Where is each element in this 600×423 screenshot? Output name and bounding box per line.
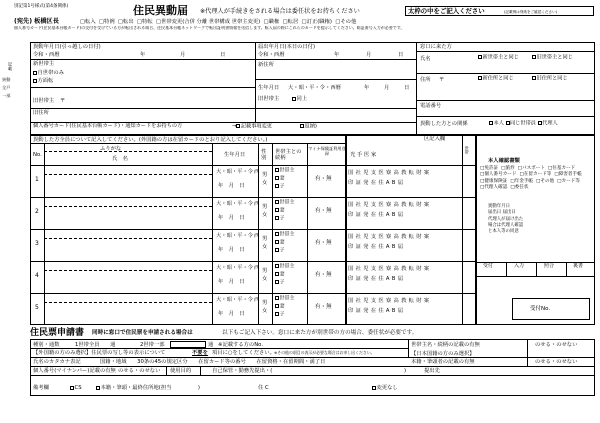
checkbox-other[interactable]: 方面転 <box>33 78 53 84</box>
remarks-flags: 国 社 児 支 医 寮 高 教 転 財 案 <box>348 170 430 176</box>
verify-item[interactable]: □年金手帳 <box>510 178 534 184</box>
sub-label: 異動年月日 <box>488 204 510 209</box>
remarks-flags-2: 印 証 発 在 住 A B 届 <box>348 180 404 186</box>
remarks-vert: 世帯 <box>464 146 470 154</box>
relation-head[interactable]: 世帯主 <box>275 232 295 238</box>
name-field[interactable] <box>46 272 210 290</box>
head-option[interactable]: のせる・のせない <box>535 342 578 348</box>
type-note: ※記載する方のNo. <box>218 342 264 348</box>
day-unit: 日 <box>404 85 410 91</box>
sub-label: 場合は代理人確認 <box>488 222 524 228</box>
type-item[interactable]: □職権 <box>263 19 280 25</box>
birth-era[interactable]: 大・昭・平・令 <box>216 233 254 239</box>
sex-female[interactable]: 女 <box>262 308 268 314</box>
foreign-note-4: ※その他の項目の表示が必要な場合はお申し出ください。 <box>274 349 375 355</box>
sex-male[interactable]: 男 <box>262 268 268 274</box>
kana-field[interactable] <box>46 295 210 301</box>
remarks-flags-2: 印 証 発 在 住 A B 届 <box>348 276 404 282</box>
notify-date-label: 届出年月日(本日の日付) <box>258 44 316 50</box>
applicant-same-old[interactable]: 旧世帯主と同じ <box>532 55 573 61</box>
birth-era[interactable]: 大・昭・平・令 <box>216 201 254 207</box>
verify-item[interactable]: □その他 <box>536 178 555 184</box>
applicant-same-old-addr[interactable]: 旧住所と同じ <box>532 76 568 82</box>
foreign-note: 【外国籍の方のみ選択】住民票の写し等の表示について <box>33 350 166 356</box>
relation-wife[interactable]: 妻 <box>275 304 285 310</box>
honseki-label: 本籍・筆頭者の記載の有無 <box>411 359 475 365</box>
apply-subtitle: 同時に窓口で住民票を申請される場合は <box>92 330 193 336</box>
relation-head[interactable]: 世帯主 <box>275 296 295 302</box>
right-panel-title: 区記入欄 <box>424 136 446 142</box>
birth-west: 西 <box>254 169 260 175</box>
sub-label: 届出日 届出日 <box>488 210 516 216</box>
birth-era[interactable]: 大・昭・平・令 <box>216 297 254 303</box>
relation-label: 異動した方との関係 <box>420 121 468 127</box>
old-head-label-2: 旧世帯主 <box>258 96 280 102</box>
sub-label: と本人等の同意 <box>488 229 519 235</box>
verify-list <box>480 166 592 192</box>
col-relation: 世帯主との続柄 <box>275 149 302 161</box>
day-unit: 日 <box>220 52 226 58</box>
mynumber-yes-no[interactable]: 有・無 <box>315 304 332 310</box>
relation-child[interactable]: 子 <box>275 312 285 318</box>
year-unit: 年 <box>334 52 340 58</box>
col-name: 氏 名 <box>112 156 128 162</box>
type-1[interactable]: 1世帯全員 通 <box>75 342 116 348</box>
label-received: 受付 <box>483 263 494 269</box>
type-item[interactable]: □その他 <box>335 19 357 25</box>
mynumber-yes-no[interactable]: 有・無 <box>315 240 332 246</box>
verify-title: 本人確認書類 <box>488 158 520 164</box>
notify-date-era[interactable]: 令和・西暦 <box>258 52 285 58</box>
col-no: No. <box>33 152 42 158</box>
checkbox-own[interactable]: 自世帯のみ <box>33 70 64 76</box>
birth-ymd[interactable]: 年 月 日 <box>218 247 245 253</box>
postal-mark: 〒 <box>60 98 66 104</box>
birth-ymd[interactable]: 年 月 日 <box>218 215 245 221</box>
remarks-flags: 国 社 児 支 医 寮 高 教 転 財 案 <box>348 266 430 272</box>
apply-subtitle-2: 以下もご記入下さい。窓口に来た方が別世帯の方の場合、委任状が必要です。 <box>222 330 418 336</box>
old-head-label: 旧世帯主 <box>33 98 55 104</box>
same-checkbox[interactable]: 同上 <box>292 96 307 102</box>
type-item[interactable]: □特転 <box>137 19 153 25</box>
sex-male[interactable]: 男 <box>262 236 268 242</box>
type-item[interactable]: □転居 <box>282 19 299 25</box>
type-item[interactable]: □訂正(職権) <box>301 19 332 25</box>
change-none-checkbox[interactable]: 変更なし <box>372 385 398 391</box>
applicant-same-new[interactable]: 新世帯主と同じ <box>478 55 519 61</box>
left-margin-1: 記載 <box>8 62 13 71</box>
purpose-label: 使用目的 <box>170 368 192 374</box>
head-label: 世帯主名・続柄の記載の有無 <box>411 342 480 348</box>
japan-label: 【日本国籍の方のみ選択】 <box>411 351 475 357</box>
birth-era[interactable]: 大・昭・平・令・西暦 <box>288 85 341 91</box>
month-unit: 月 <box>384 85 390 91</box>
left-margin-4: 一部 <box>2 93 11 98</box>
new-head-label: 新世帯主 <box>33 61 55 67</box>
foreign-note-3: 項目に○をしてください。 <box>212 350 275 356</box>
verify-item[interactable]: □個人番号カード <box>480 172 517 178</box>
type-item[interactable]: □世帯変更(合併 分離 世帯構成 世帯主変更) <box>156 19 261 25</box>
label-verify: 照合 <box>544 263 555 269</box>
sex-female[interactable]: 女 <box>262 276 268 282</box>
mynumber-yes-no[interactable]: 有・無 <box>315 272 332 278</box>
relation-wife[interactable]: 妻 <box>275 208 285 214</box>
verify-item[interactable]: □パスポート <box>517 166 545 171</box>
sex-female[interactable]: 女 <box>262 180 268 186</box>
verify-item[interactable]: □委任状 <box>510 185 529 191</box>
applicant-same-new-addr[interactable]: 新住所と同じ <box>478 76 514 82</box>
relation-wife[interactable]: 妻 <box>275 176 285 182</box>
birth-west: 西 <box>254 201 260 207</box>
birth-ymd[interactable]: 年 月 日 <box>218 311 245 317</box>
type-2[interactable]: 2世帯一部 <box>140 342 165 348</box>
month-unit: 月 <box>180 52 186 58</box>
sub-labels <box>488 204 588 235</box>
name-field[interactable] <box>46 304 210 322</box>
foreign-name[interactable]: 氏名のカタカナ表記 <box>33 359 81 365</box>
relation-head[interactable]: 世帯主 <box>275 168 295 174</box>
honseki-option[interactable]: のせる・のせない <box>535 359 578 365</box>
verify-item[interactable]: □在留カード等 <box>519 172 552 178</box>
mynumber-yes-no[interactable]: 有・無 <box>315 176 332 182</box>
applicant-title: 窓口に来た方 <box>420 44 452 50</box>
kana-field[interactable] <box>46 167 210 173</box>
sex-male[interactable]: 男 <box>262 204 268 210</box>
label-endorse: 裏書 <box>573 263 584 269</box>
type-item[interactable]: □特例 <box>99 19 115 25</box>
relation-child[interactable]: 子 <box>275 280 285 286</box>
relation-head[interactable]: 世帯主 <box>275 264 295 270</box>
type-label: 種別・通数 <box>33 342 60 348</box>
kana-field[interactable] <box>46 199 210 205</box>
birth-ymd[interactable]: 年 月 日 <box>218 279 245 285</box>
foreign-items[interactable]: 国籍・地域 30条の45の規定区分 在留カード等の番号 在留資格・在留期間・満了日 <box>100 359 326 365</box>
birth-ymd[interactable]: 年 月 日 <box>218 183 245 189</box>
relation-child[interactable]: 子 <box>275 184 285 190</box>
applicant-address-label: 住所 <box>420 77 431 83</box>
kana-field[interactable] <box>46 263 210 269</box>
proxy-note: ※代理人が手続きをされる場合は委任状をお持ちください <box>200 8 360 15</box>
mynumber-option-2[interactable]: 返納) <box>300 124 317 130</box>
postal-mark: 〒 <box>439 77 445 83</box>
mynumber-option-1[interactable]: → 記載事項変更 <box>232 123 272 130</box>
move-date-era[interactable]: 令和・西暦 <box>33 52 60 58</box>
mynumber-label: 個人番号(マイナンバー)記載の有無 <box>33 368 116 374</box>
type-2-tail: 通 <box>208 342 214 348</box>
addressee: (宛先) 板橋区長 <box>14 18 59 25</box>
name-field[interactable] <box>46 240 210 258</box>
sex-male[interactable]: 男 <box>262 172 268 178</box>
name-field[interactable] <box>46 176 210 194</box>
verify-item[interactable]: □代理人確認 <box>480 185 508 191</box>
col-birth: 生年月日 <box>224 152 246 158</box>
address-c: 住 C <box>258 385 269 391</box>
remarks-label: 備考欄 <box>33 385 49 391</box>
row-number: 5 <box>35 304 39 311</box>
row-number: 4 <box>35 272 39 279</box>
row-number: 3 <box>35 240 39 247</box>
relation-child[interactable]: 子 <box>275 216 285 222</box>
remarks-header: 光 手 医 家 <box>350 152 377 158</box>
sub-label: 代理人が届け出た <box>488 216 524 222</box>
move-types <box>80 19 356 25</box>
remarks-flags-2: 印 証 発 在 住 A B 届 <box>348 244 404 250</box>
remarks-flags: 国 社 児 支 医 寮 高 教 転 財 案 <box>348 298 430 304</box>
birth-west: 西 <box>254 297 260 303</box>
honseki2-checkbox[interactable]: 本籍・筆頭・最終住所地(担当 ) <box>96 385 200 391</box>
sex-female[interactable]: 女 <box>262 212 268 218</box>
relation-wife[interactable]: 妻 <box>275 272 285 278</box>
move-date-label: 異動年月日(引っ越しの日付) <box>33 44 101 50</box>
verify-item[interactable]: □旅券 <box>501 166 515 171</box>
receipt-box <box>512 298 590 320</box>
applicant-name-label: 氏名 <box>420 56 431 62</box>
purpose-options[interactable]: 自己保管・勤務先提出・( <box>212 368 273 374</box>
remarks-flags-2: 印 証 発 在 住 A B 届 <box>348 212 404 218</box>
old-address-label: 旧住所 <box>33 110 49 116</box>
relation-child[interactable]: 子 <box>275 248 285 254</box>
sex-female[interactable]: 女 <box>262 244 268 250</box>
kana-field[interactable] <box>46 231 210 237</box>
notice-box <box>405 6 594 16</box>
cs-checkbox[interactable]: CS <box>70 385 82 391</box>
year-unit: 年 <box>140 52 146 58</box>
type-2-box[interactable] <box>170 341 206 348</box>
col-sex: 性別 <box>261 149 267 161</box>
verify-item[interactable]: □免許証 <box>480 166 499 171</box>
remarks-flags-2: 印 証 発 在 住 A B 届 <box>348 308 404 314</box>
page-title: 住民異動届 <box>133 4 188 17</box>
phone-label: 電話番号 <box>420 103 442 109</box>
apply-title: 住民票申請書 <box>30 328 85 338</box>
day-unit: 日 <box>398 52 404 58</box>
new-birth-label: 生年月日 <box>258 85 280 91</box>
mynumber-option[interactable]: のせる・のせない <box>118 368 161 374</box>
table-intro: 異動した方全員について記入してください。(外国籍の方は在留カードのとおり記入してください。) <box>33 137 268 143</box>
verify-item[interactable]: □障害者手帳 <box>554 172 582 178</box>
row-number: 2 <box>35 208 39 215</box>
birth-era[interactable]: 大・昭・平・令 <box>216 265 254 271</box>
relation-wife[interactable]: 妻 <box>275 240 285 246</box>
types-note: 個人番号カード(住民基本台帳カード)の交付を受けている方が転出される場合、住民基本台帳ネットワークで転出証明書情報を送信します。転入届の際にこれらのカードを提示してください。暗証番号入力が必要です。 <box>14 26 405 30</box>
notice-sub: (記載例は別紙をご確認ください) <box>504 9 558 14</box>
relation-head[interactable]: 世帯主 <box>275 200 295 206</box>
form-code: 別記第1号様式(第4条関係) <box>14 4 69 9</box>
birth-west: 西 <box>254 265 260 271</box>
remarks-flags: 国 社 児 支 医 寮 高 教 転 財 案 <box>348 202 430 208</box>
type-item[interactable]: □転出 <box>118 19 134 25</box>
label-input: 入力 <box>514 263 525 269</box>
verify-item[interactable]: □カード等 <box>557 178 580 184</box>
receipt-label: 受付No. <box>530 306 551 312</box>
remarks-flags: 国 社 児 支 医 寮 高 教 転 財 案 <box>348 234 430 240</box>
month-unit: 月 <box>366 52 372 58</box>
col-kana: ふりがな <box>100 146 122 152</box>
relation-options[interactable]: 本人 同じ世帯員 代理人 <box>489 121 558 127</box>
left-margin-3: 全戸 <box>2 85 11 90</box>
sex-male[interactable]: 男 <box>262 300 268 306</box>
birth-era[interactable]: 大・昭・平・令 <box>216 169 254 175</box>
row-number: 1 <box>35 176 39 183</box>
verify-item[interactable]: □住基カード <box>547 166 576 171</box>
year-unit: 年 <box>364 85 370 91</box>
mynumber-yes-no[interactable]: 有・無 <box>315 208 332 214</box>
col-mynumber: マイナ保険証利用登録 <box>308 146 346 156</box>
name-field[interactable] <box>46 208 210 226</box>
left-margin-2: 異動 <box>2 77 11 82</box>
new-address-label: 新住所 <box>258 62 274 68</box>
notice-text: 太枠の中をご記入ください <box>408 7 485 15</box>
submit-label: 提出先 <box>424 368 440 374</box>
remarks-column <box>346 135 476 325</box>
foreign-note-2: 不要を <box>192 350 208 356</box>
mynumber-card-label: 個人番号カード(住民基本台帳カード)・通知カードをお持ちの方 <box>33 123 183 129</box>
type-item[interactable]: □転入 <box>80 19 96 25</box>
birth-west: 西 <box>254 233 260 239</box>
verify-item[interactable]: □健康保険証 <box>480 178 508 184</box>
